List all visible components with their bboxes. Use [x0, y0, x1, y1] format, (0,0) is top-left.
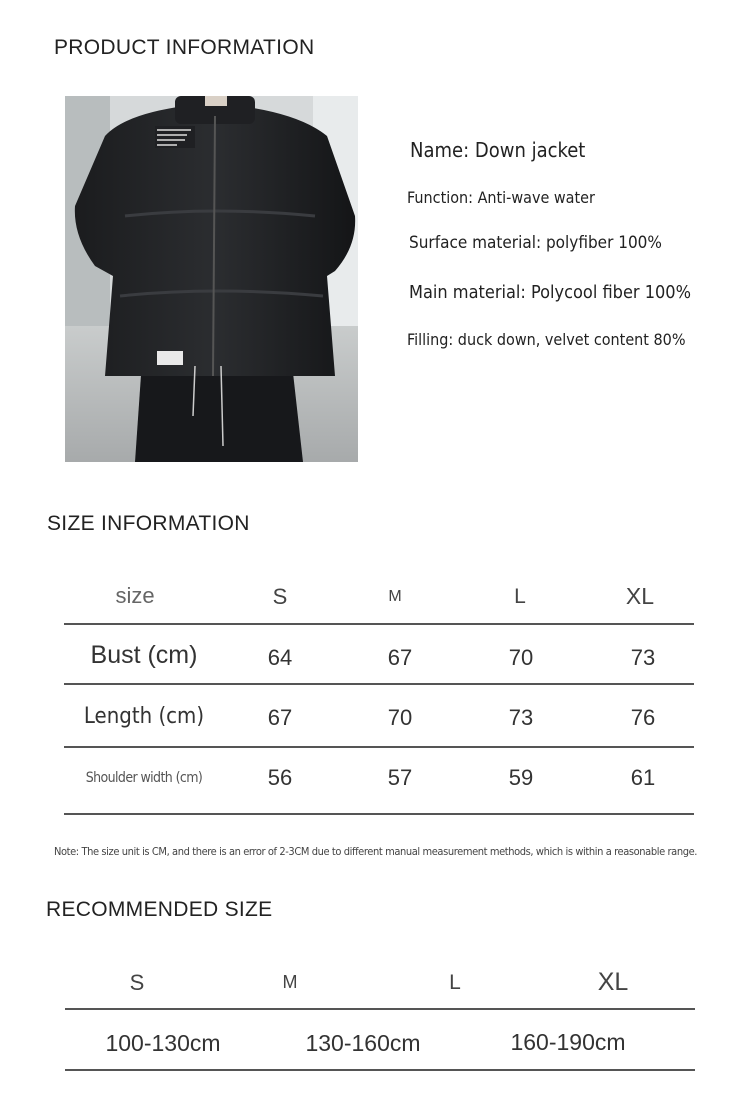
table-divider — [65, 1069, 695, 1071]
row-label-shoulder: Shoulder width (cm) — [85, 770, 203, 786]
size-header-label: size — [115, 583, 155, 608]
table-divider — [64, 623, 694, 625]
product-photo — [65, 96, 358, 462]
recommended-title: RECOMMENDED SIZE — [46, 898, 273, 921]
down-jacket-image — [65, 96, 358, 462]
rec-size-m: M — [282, 972, 298, 992]
table-divider — [65, 1008, 695, 1010]
table-cell: 67 — [267, 705, 293, 730]
product-info-title: PRODUCT INFORMATION — [54, 36, 315, 59]
size-col-s: S — [272, 584, 288, 609]
row-label-length: Length (cm) — [83, 704, 205, 729]
rec-range: 100-130cm — [105, 1030, 221, 1056]
table-cell: 61 — [630, 765, 656, 790]
rec-range: 130-160cm — [305, 1030, 421, 1056]
size-col-m: M — [388, 588, 402, 605]
table-divider — [64, 813, 694, 815]
product-function: Function: Anti-wave water — [407, 188, 595, 207]
table-divider — [64, 746, 694, 748]
table-cell: 57 — [387, 765, 413, 790]
table-cell: 59 — [508, 765, 534, 790]
surface-material: Surface material: polyfiber 100% — [409, 233, 662, 253]
rec-range: 160-190cm — [510, 1029, 626, 1055]
rec-size-l: L — [449, 971, 461, 994]
table-cell: 56 — [267, 765, 293, 790]
table-divider — [64, 683, 694, 685]
size-info-title: SIZE INFORMATION — [47, 512, 250, 535]
size-col-l: L — [514, 585, 526, 608]
table-cell: 73 — [508, 705, 534, 730]
table-cell: 64 — [267, 645, 293, 670]
table-cell: 76 — [630, 705, 656, 730]
filling: Filling: duck down, velvet content 80% — [407, 330, 686, 349]
table-cell: 70 — [387, 705, 413, 730]
product-name: Name: Down jacket — [410, 138, 586, 162]
row-label-bust: Bust (cm) — [90, 641, 198, 669]
size-note: Note: The size unit is CM, and there is an error of 2-3CM due to different manual measurement methods, which is within a reasonable range. — [53, 845, 698, 858]
table-cell: 73 — [630, 645, 656, 670]
rec-size-s: S — [129, 970, 145, 995]
table-cell: 70 — [508, 645, 534, 670]
main-material: Main material: Polycool fiber 100% — [409, 282, 691, 303]
size-col-xl: XL — [625, 583, 655, 609]
table-cell: 67 — [387, 645, 413, 670]
rec-size-xl: XL — [597, 968, 629, 996]
